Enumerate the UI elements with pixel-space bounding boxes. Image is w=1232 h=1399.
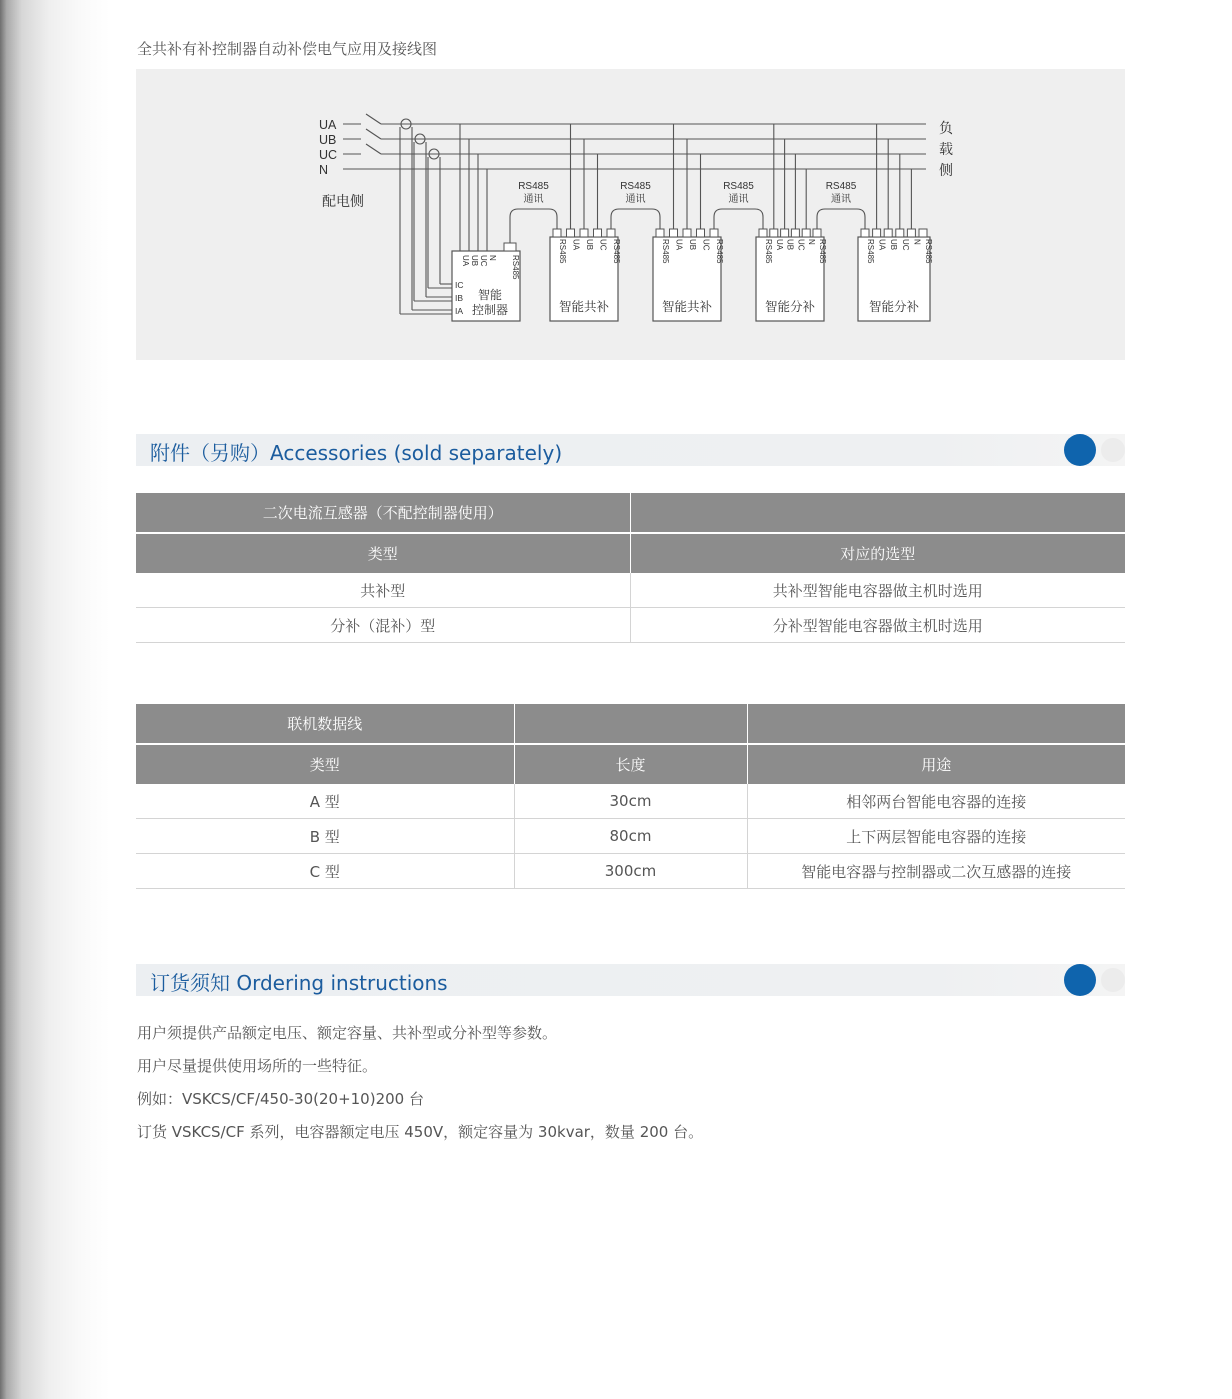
controller-terminal-label: UA	[461, 255, 470, 267]
rs485-label: 通讯	[728, 194, 749, 205]
table-cell: 80cm	[514, 819, 747, 854]
controller-name: 智能	[478, 288, 503, 302]
capacitor-terminal	[813, 229, 821, 237]
capacitor-terminal-label: N	[912, 239, 922, 245]
switch-blade	[366, 144, 381, 154]
capacitor-terminal-label: RS485	[715, 239, 724, 264]
wiring-diagram-svg	[136, 69, 1125, 360]
controller-port-label: RS485	[511, 255, 520, 280]
ordering-title: 订货须知 Ordering instructions	[150, 971, 448, 995]
ct-table-caption-blank	[630, 493, 1125, 533]
ct-table-caption: 二次电流互感器（不配控制器使用）	[136, 493, 630, 533]
capacitor-terminal	[907, 229, 915, 237]
capacitor-terminal	[567, 229, 575, 237]
capacitor-terminal-label: UC	[598, 239, 608, 251]
cable-table-caption-blank	[514, 704, 747, 744]
capacitor-name: 智能分补	[764, 300, 816, 314]
cable-table-caption: 联机数据线	[136, 704, 514, 744]
rs485-label: 通讯	[523, 194, 544, 205]
rs485-label: RS485	[518, 181, 549, 192]
capacitor-terminal	[884, 229, 892, 237]
page-edge-shadow	[0, 0, 110, 1399]
capacitor-terminal	[594, 229, 602, 237]
accessories-section-bar	[136, 434, 1125, 466]
controller-name: 控制器	[472, 303, 509, 317]
table-row	[136, 819, 1125, 854]
table-row	[136, 784, 1125, 819]
table-row	[136, 854, 1125, 889]
phase-label: UB	[319, 133, 337, 147]
table-row	[136, 573, 1125, 608]
capacitor-terminal	[791, 229, 799, 237]
capacitor-terminal	[759, 229, 767, 237]
table-cell: 上下两层智能电容器的连接	[747, 819, 1125, 854]
load-side-label: 负	[939, 120, 953, 136]
table-row	[136, 608, 1125, 643]
rs485-link	[611, 209, 660, 229]
ct-header-type: 类型	[136, 533, 630, 573]
section-dot-icon	[1064, 434, 1096, 466]
capacitor-terminal-label: RS485	[866, 239, 875, 264]
capacitor-terminal	[896, 229, 904, 237]
section-dot-small-icon	[1101, 438, 1125, 462]
capacitor-terminal-label: RS485	[612, 239, 621, 264]
capacitor-terminal-label: UB	[585, 239, 594, 251]
source-side-label: 配电侧	[322, 193, 364, 209]
section-dot-small-icon	[1101, 968, 1125, 992]
section-dot-icon	[1064, 964, 1096, 996]
capacitor-terminal	[697, 229, 705, 237]
data-cable-table	[136, 704, 1125, 889]
controller-terminal-label: UC	[479, 255, 488, 267]
capacitor-terminal	[802, 229, 810, 237]
rs485-label: 通讯	[625, 194, 646, 205]
table-cell: C 型	[136, 854, 514, 889]
capacitor-terminal	[919, 229, 927, 237]
table-cell: B 型	[136, 819, 514, 854]
current-transformer-table	[136, 493, 1125, 643]
switch-blade	[366, 129, 381, 139]
ordering-line: 订货 VSKCS/CF 系列，电容器额定电压 450V，额定容量为 30kvar，数量 200 台。	[137, 1123, 704, 1141]
controller-rs485-port	[504, 243, 516, 251]
ordering-line: 用户尽量提供使用场所的一些特征。	[137, 1057, 378, 1075]
table-cell: 相邻两台智能电容器的连接	[747, 784, 1125, 819]
table-cell: 分补（混补）型	[136, 608, 630, 643]
ordering-line: 用户须提供产品额定电压、额定容量、共补型或分补型等参数。	[137, 1024, 558, 1042]
rs485-link	[817, 209, 865, 229]
capacitor-terminal	[873, 229, 881, 237]
capacitor-name: 智能分补	[868, 300, 920, 314]
ordering-section-bar	[136, 964, 1125, 996]
rs485-label: RS485	[620, 181, 651, 192]
rs485-label: 通讯	[831, 194, 851, 205]
capacitor-terminal-label: RS485	[661, 239, 670, 264]
table-cell: 300cm	[514, 854, 747, 889]
capacitor-name: 智能共补	[558, 300, 610, 314]
capacitor-terminal-label: UC	[900, 239, 910, 251]
accessories-title: 附件（另购）Accessories (sold separately)	[150, 441, 563, 465]
capacitor-terminal-label: RS485	[924, 239, 933, 264]
capacitor-terminal-label: N	[807, 239, 817, 245]
capacitor-terminal	[861, 229, 869, 237]
capacitor-terminal	[781, 229, 789, 237]
controller-ct-input-label: IA	[455, 306, 464, 316]
switch-blade	[366, 114, 381, 124]
capacitor-terminal-label: RS485	[558, 239, 567, 264]
capacitor-terminal-label: UC	[796, 239, 806, 251]
capacitor-terminal	[683, 229, 691, 237]
table-cell: 分补型智能电容器做主机时选用	[630, 608, 1125, 643]
controller-ct-input-label: IB	[455, 293, 464, 303]
load-side-label: 载	[939, 141, 953, 157]
table-cell: 共补型智能电容器做主机时选用	[630, 573, 1125, 608]
capacitor-terminal-label: UB	[889, 239, 899, 251]
load-side-label: 侧	[939, 162, 953, 178]
cable-header-length: 长度	[514, 744, 747, 784]
table-cell: 30cm	[514, 784, 747, 819]
capacitor-terminal	[580, 229, 588, 237]
cable-header-usage: 用途	[747, 744, 1125, 784]
cable-header-type: 类型	[136, 744, 514, 784]
ordering-line: 例如：VSKCS/CF/450-30(20+10)200 台	[137, 1090, 424, 1108]
capacitor-terminal	[710, 229, 718, 237]
capacitor-terminal-label: UB	[785, 239, 795, 251]
phase-label: N	[319, 163, 329, 177]
capacitor-terminal-label: UA	[877, 239, 887, 251]
rs485-label: RS485	[825, 181, 857, 192]
capacitor-terminal	[770, 229, 778, 237]
table-cell: 智能电容器与控制器或二次互感器的连接	[747, 854, 1125, 889]
wiring-diagram	[136, 69, 1125, 360]
capacitor-terminal	[656, 229, 664, 237]
capacitor-terminal	[553, 229, 561, 237]
capacitor-terminal	[607, 229, 615, 237]
capacitor-terminal	[670, 229, 678, 237]
ct-header-model: 对应的选型	[630, 533, 1125, 573]
capacitor-terminal-label: UC	[701, 239, 711, 251]
rs485-label: RS485	[723, 181, 754, 192]
capacitor-terminal-label: UA	[774, 239, 784, 251]
controller-terminal-label: N	[488, 255, 497, 261]
table-cell: A 型	[136, 784, 514, 819]
phase-label: UA	[319, 118, 337, 132]
phase-label: UC	[319, 148, 338, 162]
capacitor-terminal-label: UA	[674, 239, 684, 251]
controller-terminal-label: UB	[470, 255, 479, 267]
capacitor-terminal-label: RS485	[818, 239, 827, 264]
table-cell: 共补型	[136, 573, 630, 608]
diagram-title: 全共补有补控制器自动补偿电气应用及接线图	[137, 40, 438, 58]
ordering-instructions	[137, 1020, 703, 1152]
capacitor-terminal-label: RS485	[764, 239, 773, 264]
capacitor-name: 智能共补	[661, 300, 713, 314]
controller-ct-input-label: IC	[455, 280, 464, 290]
capacitor-terminal-label: UA	[571, 239, 581, 251]
rs485-link	[714, 209, 763, 229]
cable-table-caption-blank	[747, 704, 1125, 744]
capacitor-terminal-label: UB	[688, 239, 697, 251]
